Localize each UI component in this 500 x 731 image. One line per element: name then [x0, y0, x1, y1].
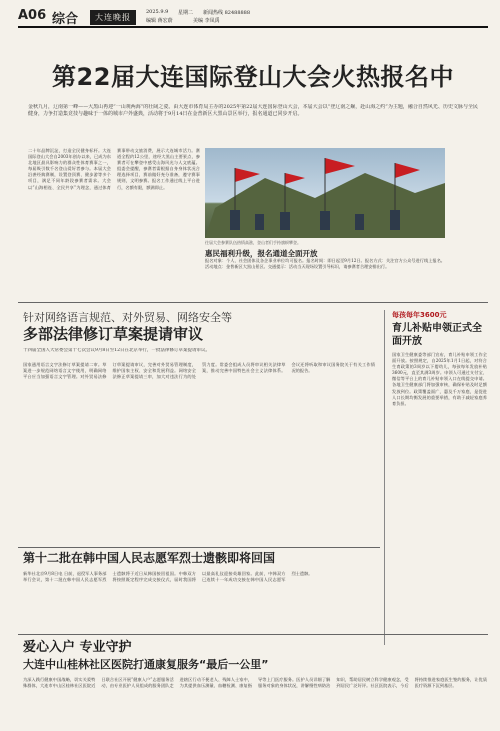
divider-1 — [18, 302, 488, 303]
column-divider — [384, 310, 385, 645]
section-name: 综合 — [52, 12, 79, 27]
divider-3 — [18, 634, 488, 635]
masthead-rule — [18, 26, 488, 28]
editor-credit: 编辑 蒋宏蔚 — [146, 18, 173, 24]
lead-body: 二十年品牌沉淀，打造全民健身标杆。大连国际登山大会自2003年创办以来，已成为东北地区最具影响力的群众性体育赛事之一，每届吸引数千名登山爱好者参与。本届大会沿袭经典赛制，设置登顶赛、健步游等多个项目，满足不同年龄段参赛者需求。大会以“山海相连、全民共享”为理念，通过体育赛事带动文旅消费，展示大连城市活力。赛道全程约12公里，途经大黑山主要景点，参赛者可在攀登中感受山海风光与人文底蕴。组委会提醒，参赛者需根据自身身体状况合理选择项目，赛前做好充分准备，遵守赛事规则，文明参赛。报名工作通过线上平台进行，名额有限，额满即止。 — [28, 148, 200, 190]
lead-info-title: 惠民福利升级，报名通道全面开放 — [205, 249, 318, 258]
designer-credit: 美编 李凤禹 — [193, 18, 220, 24]
korea-headline: 第十二批在韩中国人民志愿军烈士遗骸即将回国 — [23, 551, 276, 565]
hospital-kicker: 爱心入户 专业守护 — [23, 640, 132, 655]
issue-date: 2025.9.9 — [146, 9, 169, 15]
flag-bearers-photo — [205, 148, 445, 238]
law-body: 国家通用语言文字法修订草案提请二审。草案进一步规范网络语言文字使用，明确网络平台应当加强语言文字管理。对外贸易法修订草案提请审议，完善对外贸易管理制度，维护国家主权、安全和发展利益。网络安全法修正草案提请三审，加大对违法行为的处罚力度。常委会组成人员将审议相关法律草案，推动完善中国特色社会主义法律体系。会议还将听取和审议国务院关于有关工作情况的报告。 — [23, 362, 375, 380]
korea-body: 新华社北京9月8日电 日前，退役军人事务部举行会议，第十二批在韩中国人民志愿军烈士遗骸将于近日从韩国接回祖国。中韩双方将按照既定程序完成交接仪式，届时我国将以最高礼仪迎接英雄回家。此前，中韩双方已连续十一年成功交接在韩中国人民志愿军烈士遗骸。 — [23, 571, 313, 583]
law-deck: 十四届全国人大常委会第十七次会议9月8日至12日在北京举行，一批法律修订草案提请审议。 — [23, 348, 210, 353]
lead-photo-caption: 往届大会参赛队伍热情高涨，登山者们手持旗帜攀登。 — [205, 240, 301, 245]
childcare-headline: 育儿补贴申领正式全面开放 — [392, 323, 482, 347]
law-kicker: 针对网络语言规范、对外贸易、网络安全等 — [23, 311, 232, 324]
childcare-kicker: 每孩每年3600元 — [392, 311, 447, 319]
page-number: A06 — [18, 8, 47, 23]
lead-intro: 金秋九月，辽南第一峰——大黑山再迎“一山观两海”的壮阔之姿。由大连市体育局主办的2025年第22届大连国际登山大会，本届大会以“登辽南之巅，赴山海之约”为主题，融合自然风光、历史文脉与全民健身，力争打造集竞技与趣味于一体的城市户外盛典，活动将于9月14日在金普新区大黑山景区举行，报名通道已同步开启。 — [28, 104, 478, 117]
hospital-body: 为深入践行健康中国战略，切实关爱特殊群体，大连市中山区桂林社区医院近日联合社区开展“健康入户”志愿服务活动，由专业医护人员组成的服务团队走进辖区行动不便老人、残障人士家中，为其提供血压测量、血糖检测、康复指导等上门医疗服务。医护人员详细了解服务对象的身体状况，讲解慢性病防治知识，帮助居民树立科学健康观念，受到居民广泛好评。社区医院表示，今后将持续推进家庭医生签约服务，让优质医疗资源下沉到基层。 — [23, 677, 487, 689]
news-hotline: 新闻热线 82488888 — [203, 10, 251, 16]
law-headline: 多部法律修订草案提请审议 — [23, 325, 204, 343]
hospital-headline: 大连中山桂林社区医院打通康复服务“最后一公里” — [23, 658, 269, 671]
childcare-body: 国家卫生健康委等部门宣布，育儿补贴申领工作全面开放。按照规定，自2025年1月1日起，对符合生育政策的3周岁以下婴幼儿，每孩每年发放补贴3600元，直至其满3周岁。申领人可通过支付宝、微信等平台上的育儿补贴申领入口在线提交申请。各地卫生健康部门将加强审核，确保补贴及时足额发放到位。政策覆盖面广，惠及千万家庭，是促进人口长期均衡发展的重要举措，有助于减轻家庭养育负担。 — [392, 352, 487, 406]
lead-photo — [205, 148, 445, 238]
masthead — [18, 8, 488, 38]
lead-info-body: 报名对象：个人、社会团体及各企事业单位均可报名。报名时间：即日起至9月12日。报名方式：关注官方公众号进行线上报名。活动地点：金普新区大黑山景区。交通提示：活动当天现场设置引导标识，请参赛者合理安排出行。 — [205, 258, 445, 270]
lead-headline: 第22届大连国际登山大会火热报名中 — [52, 63, 454, 91]
paper-logo: 大连晚报 — [90, 10, 136, 25]
divider-2 — [18, 547, 380, 548]
issue-weekday: 星期二 — [178, 10, 194, 16]
